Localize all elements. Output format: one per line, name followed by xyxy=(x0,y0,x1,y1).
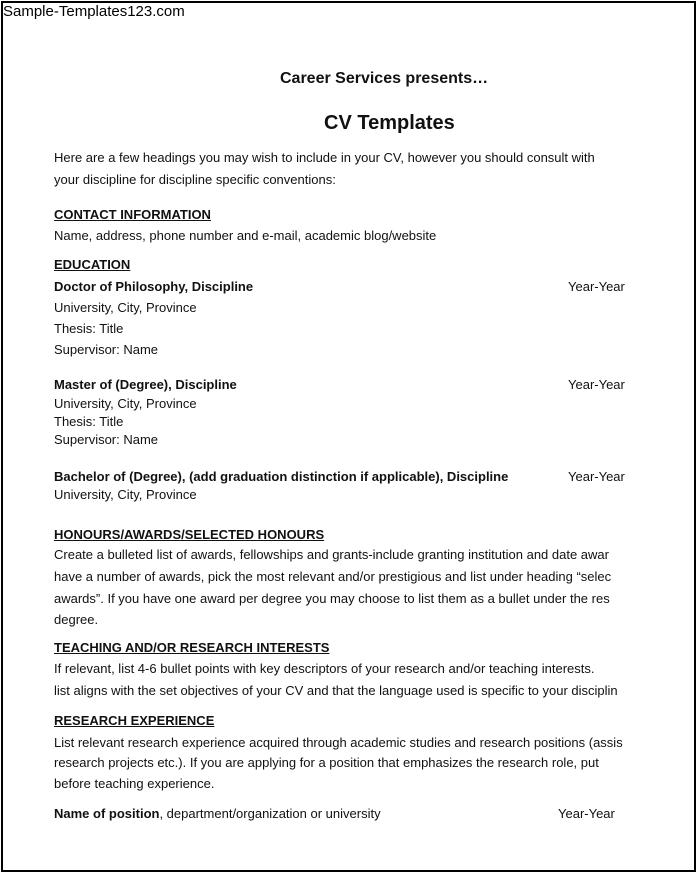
research-line-2: research projects etc.). If you are applying for a position that emphasizes the research role, put xyxy=(54,755,599,770)
bachelor-degree: Bachelor of (Degree), (add graduation distinction if applicable), Discipline xyxy=(54,469,509,484)
education-heading: EDUCATION xyxy=(54,257,131,272)
bachelor-year: Year-Year xyxy=(568,469,625,484)
honours-line-1: Create a bulleted list of awards, fellowships and grants-include granting institution and date awar xyxy=(54,547,609,562)
research-position xyxy=(54,806,381,821)
research-line-1: List relevant research experience acquired through academic studies and research positions (assis xyxy=(54,735,623,750)
honours-line-3: awards”. If you have one award per degree you may choose to list them as a bullet under the res xyxy=(54,591,610,606)
teaching-heading: TEACHING AND/OR RESEARCH INTERESTS xyxy=(54,640,330,655)
presents-heading: Career Services presents… xyxy=(280,70,489,87)
honours-heading: HONOURS/AWARDS/SELECTED HONOURS xyxy=(54,527,325,542)
masters-thesis: Thesis: Title xyxy=(54,414,124,429)
cv-document xyxy=(54,0,648,875)
bachelor-university: University, City, Province xyxy=(54,487,197,502)
masters-university: University, City, Province xyxy=(54,396,197,411)
phd-degree: Doctor of Philosophy, Discipline xyxy=(54,279,254,294)
research-year: Year-Year xyxy=(558,806,615,821)
phd-thesis: Thesis: Title xyxy=(54,321,124,336)
contact-line: Name, address, phone number and e-mail, academic blog/website xyxy=(54,228,437,243)
intro-line-1: Here are a few headings you may wish to include in your CV, however you should consult with xyxy=(54,150,595,165)
masters-year: Year-Year xyxy=(568,377,625,392)
honours-line-4: degree. xyxy=(54,612,99,627)
position-name: Name of position xyxy=(54,806,160,821)
research-heading: RESEARCH EXPERIENCE xyxy=(54,713,215,728)
masters-degree: Master of (Degree), Discipline xyxy=(54,377,237,392)
phd-supervisor: Supervisor: Name xyxy=(54,342,159,357)
research-line-3: before teaching experience. xyxy=(54,776,215,791)
teaching-line-2: list aligns with the set objectives of your CV and that the language used is specific to your disciplin xyxy=(54,683,618,698)
honours-line-2: have a number of awards, pick the most relevant and/or prestigious and list under heading “selec xyxy=(54,569,612,584)
teaching-line-1: If relevant, list 4-6 bullet points with key descriptors of your research and/or teaching interests. xyxy=(54,661,595,676)
position-detail: , department/organization or university xyxy=(159,806,381,821)
intro-line-2: your discipline for discipline specific conventions: xyxy=(54,172,336,187)
masters-supervisor: Supervisor: Name xyxy=(54,432,159,447)
page-title: CV Templates xyxy=(324,112,455,134)
contact-heading: CONTACT INFORMATION xyxy=(54,207,211,222)
phd-year: Year-Year xyxy=(568,279,625,294)
watermark-text: Sample-Templates123.com xyxy=(3,3,185,20)
phd-university: University, City, Province xyxy=(54,300,197,315)
